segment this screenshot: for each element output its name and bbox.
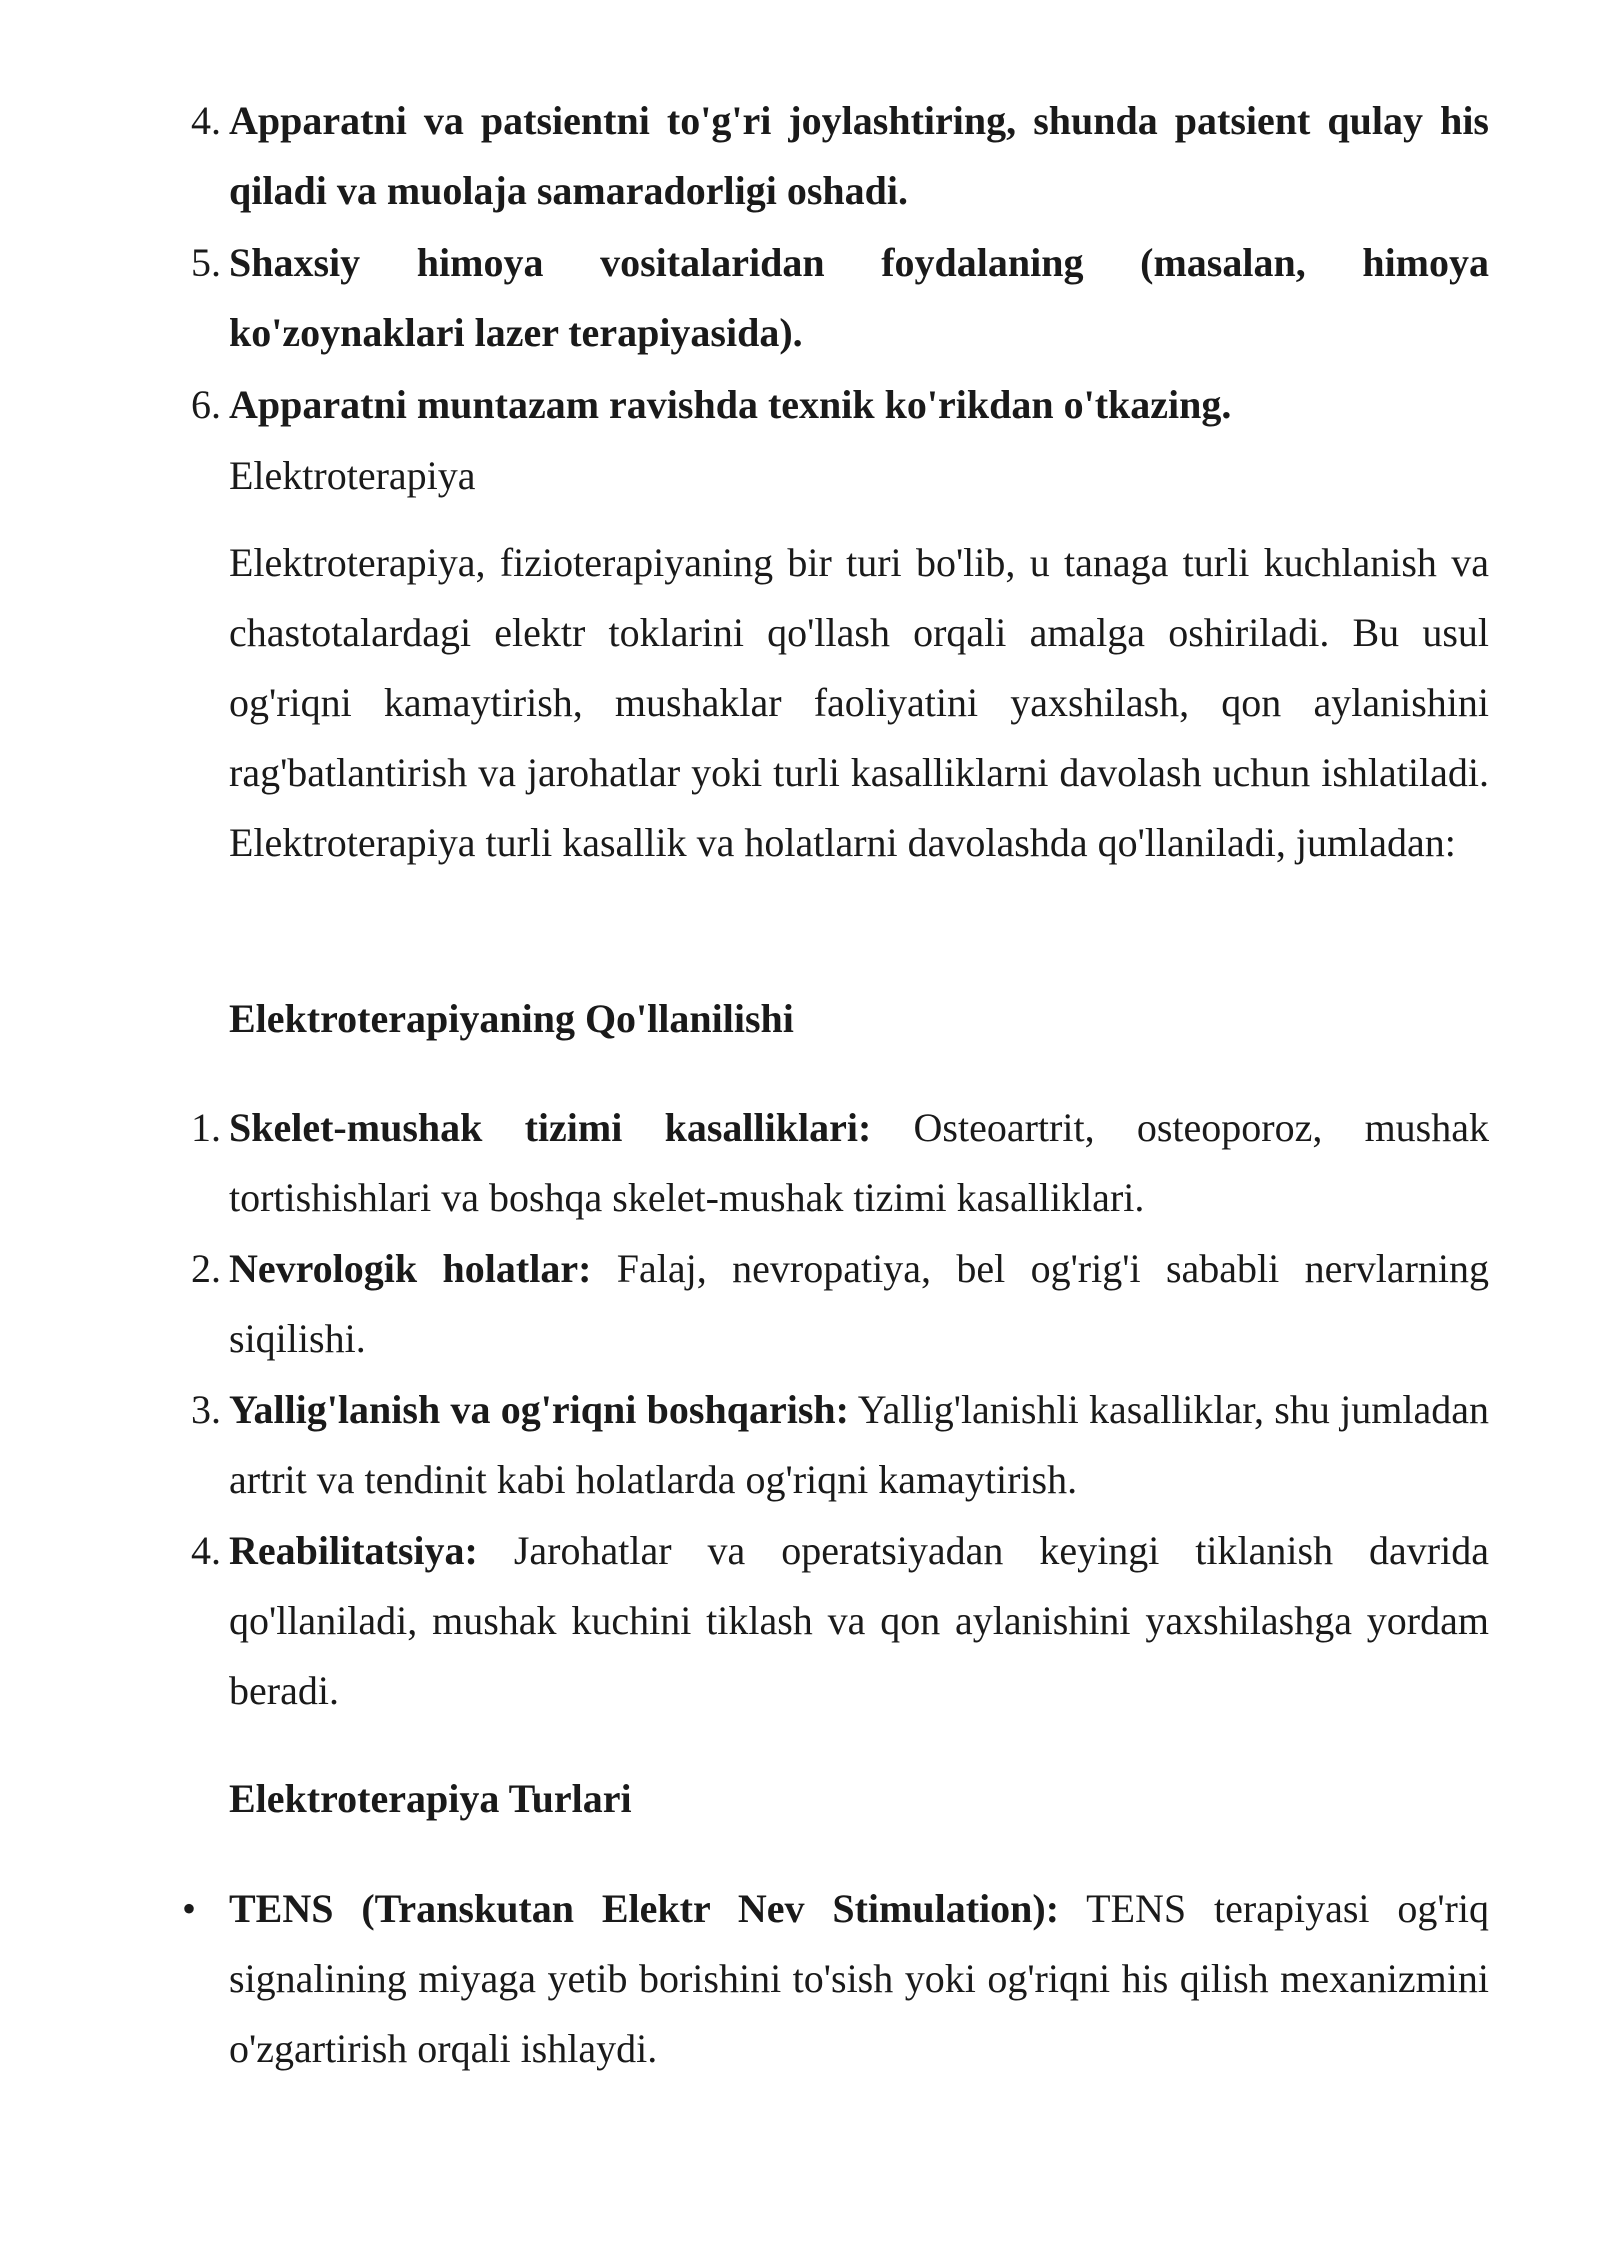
list-item: [191, 1375, 1489, 1515]
list-item-text: Osteoartrit, osteoporoz, mushak tortishishlari va boshqa skelet-mushak tizimi kasalliklari.: [229, 1105, 1490, 1220]
list-item: [191, 1234, 1490, 1374]
list-item-text: Falaj, nevropatiya, bel og'rig'i sababli nervlarning siqilishi.: [229, 1246, 1490, 1361]
list-item-bold-text: Apparatni va patsientni to'g'ri joylashtiring, shunda patsient qulay his qiladi va muolaja samaradorligi oshadi.: [229, 98, 1489, 213]
list-number: 4.: [191, 1528, 221, 1573]
list-number: 1.: [191, 1105, 221, 1150]
section-label: Elektroterapiya: [229, 453, 476, 498]
list-item-bold-text: TENS (Transkutan Elektr Nev Stimulation):: [229, 1886, 1060, 1931]
list-item-bold-text: Reabilitatsiya:: [229, 1528, 478, 1573]
list-item: [191, 1093, 1490, 1233]
list-item-text: TENS terapiyasi og'riq signalining miyaga yetib borishini to'sish yoki og'riqni his qilish mexanizmini o'zgartirish orqali ishlaydi.: [229, 1886, 1489, 2071]
list-item-text: Jarohatlar va operatsiyadan keyingi tiklanish davrida qo'llaniladi, mushak kuchini tiklash va qon aylanishini yaxshilashga yordam beradi.: [229, 1528, 1489, 1713]
list-item-bold-text: Shaxsiy himoya vositalaridan foydalaning (masalan, himoya ko'zoynaklari lazer terapiyasida).: [229, 240, 1489, 355]
list-item: [191, 1516, 1489, 1726]
section-heading-uses: Elektroterapiyaning Qo'llanilishi: [229, 996, 794, 1041]
bullet-list-item: [181, 1874, 1489, 2084]
list-item: [191, 370, 1489, 440]
list-number: 6.: [191, 382, 221, 427]
list-item-bold-text: Apparatni muntazam ravishda texnik ko'rikdan o'tkazing.: [229, 382, 1232, 427]
list-item-bold-text: Skelet-mushak tizimi kasalliklari:: [229, 1105, 872, 1150]
list-number: 2.: [191, 1246, 221, 1291]
list-item-bold-text: Yallig'lanish va og'riqni boshqarish:: [229, 1387, 849, 1432]
list-item-bold-text: Nevrologik holatlar:: [229, 1246, 592, 1291]
list-number: 4.: [191, 98, 221, 143]
intro-paragraph: Elektroterapiya, fizioterapiyaning bir turi bo'lib, u tanaga turli kuchlanish va chastotalardagi elektr toklarini qo'llash orqali amalga oshiriladi. Bu usul og'riqni kamaytirish, mushaklar faoliyatini yaxshilash, qon aylanishini rag'batlantirish va jarohatlar yoki turli kasalliklarni davolash uchun ishlatiladi. Elektroterapiya turli kasallik va holatlarni davolashda qo'llaniladi, jumladan:: [229, 540, 1489, 865]
list-number: 3.: [191, 1387, 221, 1432]
bullet-icon: •: [181, 1886, 196, 1931]
list-item: [191, 86, 1489, 226]
list-item: [191, 228, 1489, 368]
list-number: 5.: [191, 240, 221, 285]
section-heading-types: Elektroterapiya Turlari: [229, 1776, 632, 1821]
list-item-text: Yallig'lanishli kasalliklar, shu jumladan artrit va tendinit kabi holatlarda og'riqni kamaytirish.: [229, 1387, 1489, 1502]
